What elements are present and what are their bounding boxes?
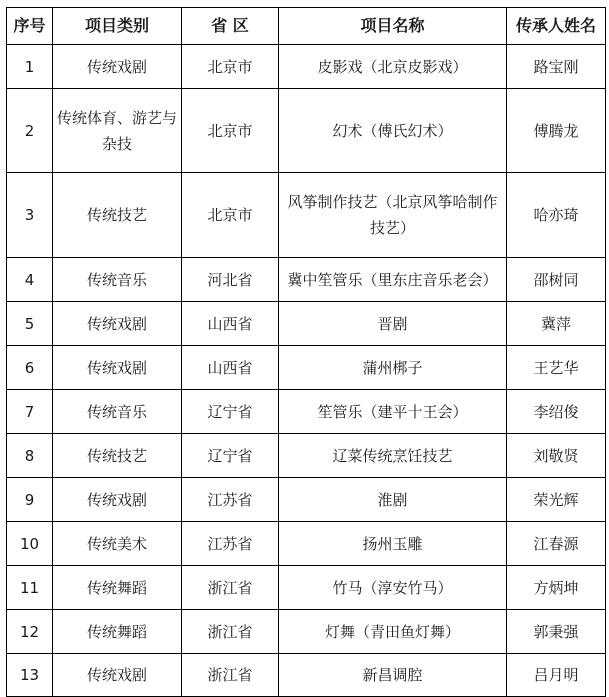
cell-category: 传统体育、游艺与杂技 <box>53 89 182 173</box>
cell-category: 传统音乐 <box>53 258 182 302</box>
table-row <box>7 258 606 302</box>
cell-province: 山西省 <box>182 302 279 346</box>
cell-project: 晋剧 <box>279 302 507 346</box>
table-row <box>7 173 606 258</box>
cell-category: 传统戏剧 <box>53 346 182 390</box>
cell-project: 风筝制作技艺（北京风筝哈制作技艺） <box>279 173 507 258</box>
cell-index: 9 <box>7 478 53 522</box>
cell-category: 传统美术 <box>53 522 182 566</box>
table-row <box>7 522 606 566</box>
cell-heir: 吕月明 <box>507 654 606 697</box>
cell-heir: 方炳坤 <box>507 566 606 610</box>
cell-category: 传统技艺 <box>53 434 182 478</box>
table-row <box>7 478 606 522</box>
cell-index: 4 <box>7 258 53 302</box>
cell-category: 传统舞蹈 <box>53 610 182 654</box>
table-row <box>7 434 606 478</box>
cell-category: 传统技艺 <box>53 173 182 258</box>
cell-heir: 李绍俊 <box>507 390 606 434</box>
cell-project: 笙管乐（建平十王会） <box>279 390 507 434</box>
cell-index: 10 <box>7 522 53 566</box>
table-row <box>7 610 606 654</box>
cell-province: 北京市 <box>182 173 279 258</box>
cell-project: 新昌调腔 <box>279 654 507 697</box>
cell-province: 北京市 <box>182 89 279 173</box>
cell-province: 北京市 <box>182 45 279 89</box>
cell-index: 3 <box>7 173 53 258</box>
cell-heir: 哈亦琦 <box>507 173 606 258</box>
cell-heir: 路宝刚 <box>507 45 606 89</box>
cell-heir: 傅腾龙 <box>507 89 606 173</box>
cell-province: 浙江省 <box>182 654 279 697</box>
cell-category: 传统音乐 <box>53 390 182 434</box>
cell-index: 12 <box>7 610 53 654</box>
cell-category: 传统戏剧 <box>53 654 182 697</box>
cell-heir: 邵树同 <box>507 258 606 302</box>
cell-project: 幻术（傅氏幻术） <box>279 89 507 173</box>
cell-project: 辽菜传统烹饪技艺 <box>279 434 507 478</box>
cell-province: 江苏省 <box>182 522 279 566</box>
cell-index: 2 <box>7 89 53 173</box>
header-index: 序号 <box>7 8 53 45</box>
header-project: 项目名称 <box>279 8 507 45</box>
table-row <box>7 45 606 89</box>
header-row <box>7 8 606 45</box>
cell-project: 竹马（淳安竹马） <box>279 566 507 610</box>
cell-category: 传统戏剧 <box>53 478 182 522</box>
cell-index: 8 <box>7 434 53 478</box>
cell-heir: 刘敬贤 <box>507 434 606 478</box>
heritage-heirs-table <box>6 7 606 697</box>
cell-category: 传统戏剧 <box>53 45 182 89</box>
cell-project: 冀中笙管乐（里东庄音乐老会） <box>279 258 507 302</box>
cell-province: 河北省 <box>182 258 279 302</box>
cell-project: 灯舞（青田鱼灯舞） <box>279 610 507 654</box>
cell-project: 皮影戏（北京皮影戏） <box>279 45 507 89</box>
cell-province: 辽宁省 <box>182 434 279 478</box>
cell-heir: 荣光辉 <box>507 478 606 522</box>
table-row <box>7 654 606 697</box>
cell-province: 山西省 <box>182 346 279 390</box>
cell-category: 传统戏剧 <box>53 302 182 346</box>
header-heir: 传承人姓名 <box>507 8 606 45</box>
cell-province: 辽宁省 <box>182 390 279 434</box>
table-row <box>7 566 606 610</box>
cell-index: 7 <box>7 390 53 434</box>
cell-heir: 王艺华 <box>507 346 606 390</box>
table-row <box>7 302 606 346</box>
cell-heir: 江春源 <box>507 522 606 566</box>
cell-province: 浙江省 <box>182 566 279 610</box>
cell-project: 扬州玉雕 <box>279 522 507 566</box>
cell-index: 6 <box>7 346 53 390</box>
cell-project: 蒲州梆子 <box>279 346 507 390</box>
cell-heir: 冀萍 <box>507 302 606 346</box>
cell-index: 11 <box>7 566 53 610</box>
table-row <box>7 390 606 434</box>
cell-index: 1 <box>7 45 53 89</box>
table-row <box>7 89 606 173</box>
cell-heir: 郭秉强 <box>507 610 606 654</box>
cell-province: 浙江省 <box>182 610 279 654</box>
cell-province: 江苏省 <box>182 478 279 522</box>
cell-category: 传统舞蹈 <box>53 566 182 610</box>
cell-index: 13 <box>7 654 53 697</box>
table-row <box>7 346 606 390</box>
cell-index: 5 <box>7 302 53 346</box>
header-province: 省 区 <box>182 8 279 45</box>
cell-project: 淮剧 <box>279 478 507 522</box>
header-category: 项目类别 <box>53 8 182 45</box>
